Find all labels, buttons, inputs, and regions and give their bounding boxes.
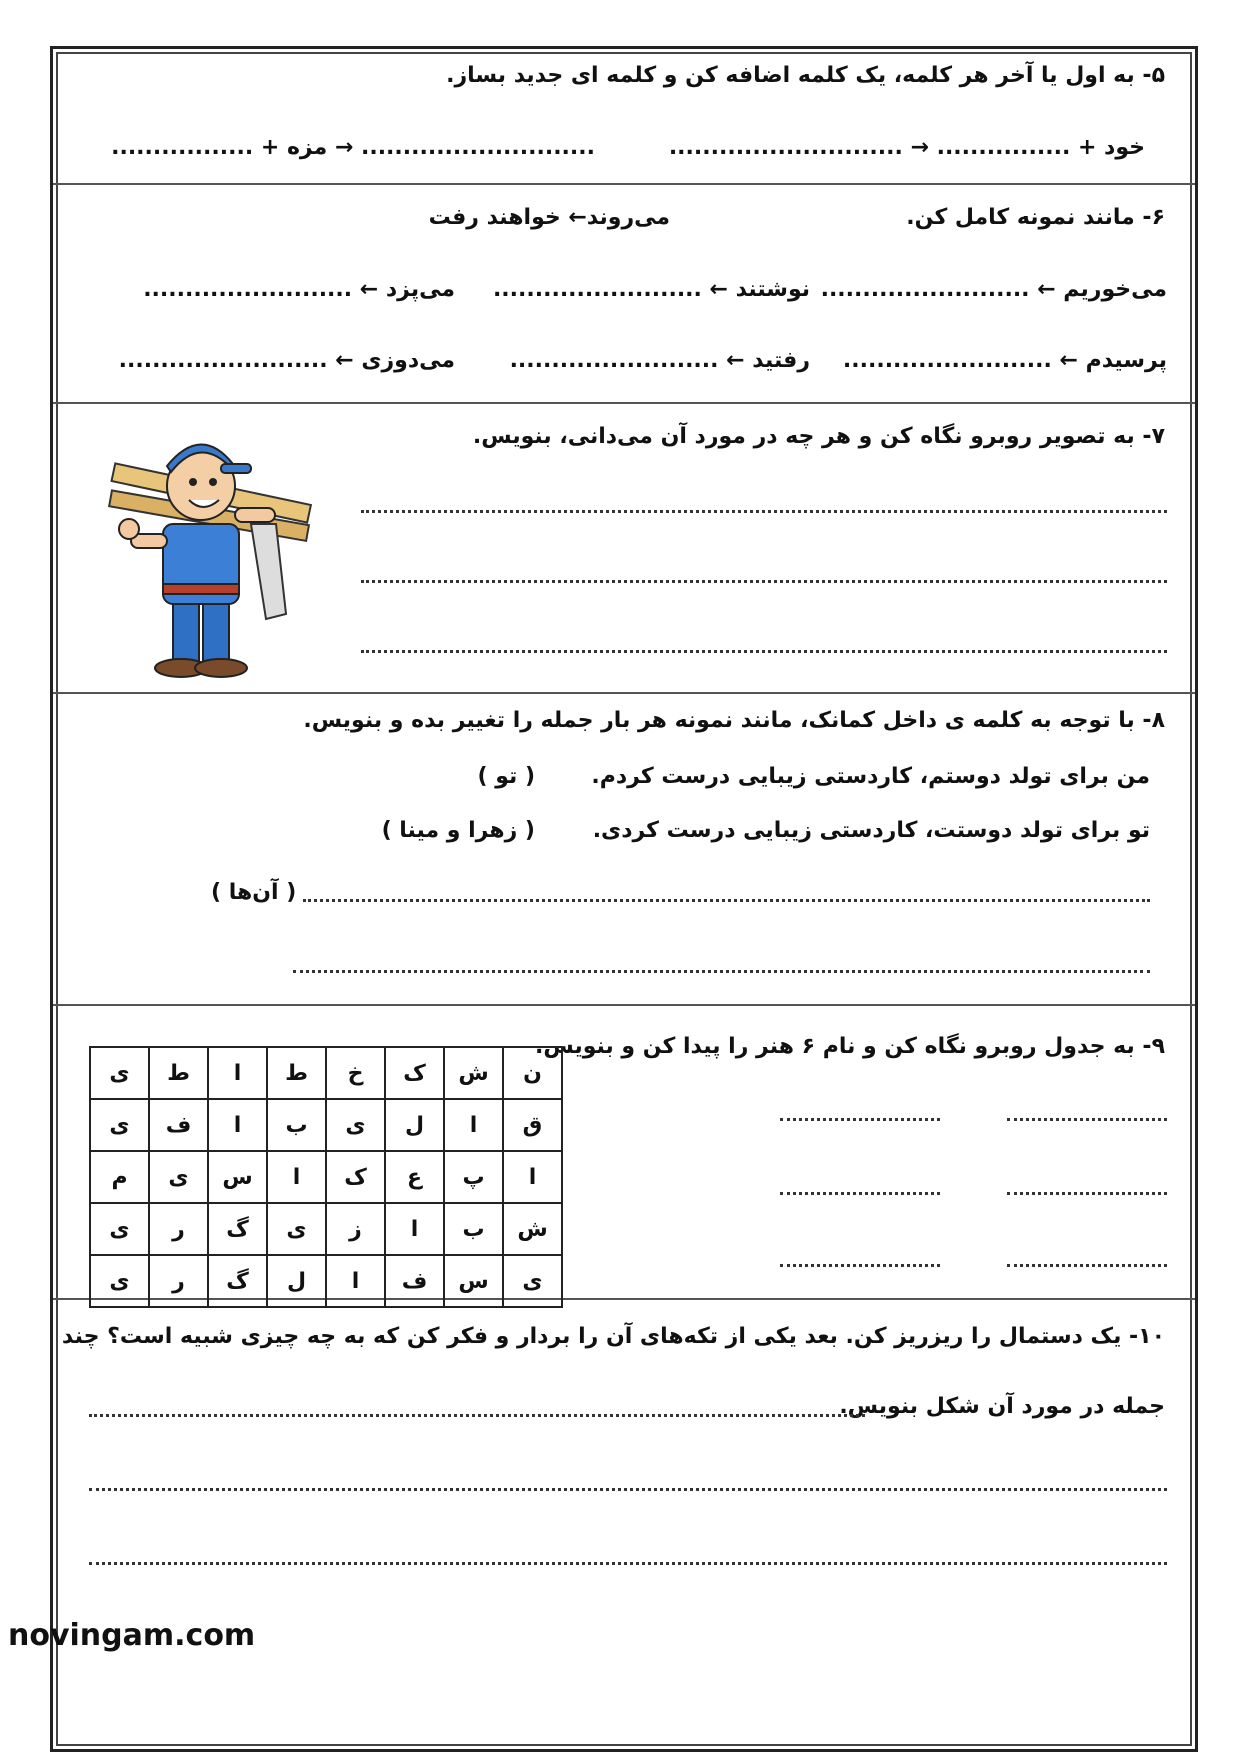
q8-sentence-2: تو برای تولد دوستت، کاردستی زیبایی درست کردی.	[592, 818, 1150, 843]
answer-line	[361, 650, 1167, 653]
grid-cell: ی	[267, 1203, 326, 1255]
letter-grid	[89, 1046, 563, 1308]
grid-cell: پ	[444, 1151, 503, 1203]
q6-title: ۶- مانند نمونه کامل کن.	[906, 205, 1165, 230]
q5-title: ۵- به اول یا آخر هر کلمه، یک کلمه اضافه کن و کلمه ای جدید بساز.	[446, 63, 1165, 88]
grid-cell: ز	[326, 1203, 385, 1255]
q8-hint-1: ( تو )	[477, 764, 535, 789]
grid-cell: ب	[267, 1099, 326, 1151]
grid-cell: ب	[444, 1203, 503, 1255]
grid-cell: گ	[208, 1255, 267, 1307]
grid-cell: ن	[503, 1047, 562, 1099]
grid-cell: س	[208, 1151, 267, 1203]
q8-hint-3: ( آن‌ها )	[211, 880, 297, 905]
grid-cell: ر	[149, 1203, 208, 1255]
answer-line	[361, 580, 1167, 583]
grid-cell: ی	[90, 1099, 149, 1151]
answer-line	[361, 510, 1167, 513]
grid-row	[90, 1151, 562, 1203]
grid-cell: ا	[503, 1151, 562, 1203]
q5-left-item: ............................ → مزه + .................	[111, 135, 595, 160]
grid-cell: ل	[267, 1255, 326, 1307]
q6-example: می‌روند← خواهند رفت	[428, 205, 670, 230]
answer-line	[303, 899, 1150, 902]
grid-cell: ی	[90, 1047, 149, 1099]
grid-cell: ل	[385, 1099, 444, 1151]
q8-title: ۸- با توجه به کلمه ی داخل کمانک، مانند نمونه هر بار جمله را تغییر بده و بنویس.	[303, 708, 1165, 733]
grid-cell: ش	[503, 1203, 562, 1255]
grid-cell: ا	[267, 1151, 326, 1203]
grid-cell: ف	[149, 1099, 208, 1151]
answer-line	[293, 970, 1150, 973]
answer-line	[89, 1414, 865, 1417]
question-6	[53, 185, 1195, 404]
grid-cell: ک	[385, 1047, 444, 1099]
question-9	[53, 1006, 1195, 1300]
grid-cell: ط	[267, 1047, 326, 1099]
grid-cell: ا	[208, 1099, 267, 1151]
question-7	[53, 404, 1195, 694]
carpenter-illustration	[101, 424, 321, 684]
answer-line	[1007, 1264, 1167, 1267]
grid-cell: ی	[149, 1151, 208, 1203]
answer-line	[89, 1488, 1167, 1491]
q8-sentence-1: من برای تولد دوستم، کاردستی زیبایی درست کردم.	[591, 764, 1150, 789]
q6-item: رفتید ← .........................	[509, 348, 810, 373]
question-8	[53, 694, 1195, 1006]
q10-line-2: جمله در مورد آن شکل بنویس.	[839, 1394, 1165, 1419]
grid-row	[90, 1203, 562, 1255]
watermark: novingam.com	[8, 1618, 256, 1653]
answer-line	[780, 1192, 940, 1195]
grid-cell: ا	[208, 1047, 267, 1099]
grid-cell: ق	[503, 1099, 562, 1151]
grid-cell: ط	[149, 1047, 208, 1099]
grid-cell: خ	[326, 1047, 385, 1099]
grid-row	[90, 1047, 562, 1099]
q10-title: ۱۰- یک دستمال را ریزریز کن. بعد یکی از تکه‌های آن را بردار و فکر کن که به چه چیزی شبیه است؟ چند	[61, 1324, 1165, 1349]
grid-cell: ی	[503, 1255, 562, 1307]
q8-hint-2: ( زهرا و مینا )	[381, 818, 535, 843]
q6-item: می‌پزد ← .........................	[143, 277, 455, 302]
q6-item: نوشتند ← .........................	[492, 277, 810, 302]
grid-cell: س	[444, 1255, 503, 1307]
grid-row	[90, 1099, 562, 1151]
grid-cell: گ	[208, 1203, 267, 1255]
grid-cell: ی	[326, 1099, 385, 1151]
grid-cell: ا	[444, 1099, 503, 1151]
grid-cell: ی	[90, 1255, 149, 1307]
answer-line	[1007, 1192, 1167, 1195]
answer-line	[780, 1264, 940, 1267]
grid-cell: ر	[149, 1255, 208, 1307]
q7-title: ۷- به تصویر روبرو نگاه کن و هر چه در مورد آن می‌دانی، بنویس.	[472, 424, 1165, 449]
q9-title: ۹- به جدول روبرو نگاه کن و نام ۶ هنر را پیدا کن و بنویس.	[535, 1034, 1165, 1059]
q5-right-item: خود + ................ → ............................	[668, 135, 1145, 160]
answer-line	[780, 1118, 940, 1121]
grid-cell: ف	[385, 1255, 444, 1307]
grid-cell: ش	[444, 1047, 503, 1099]
q6-item: می‌خوریم ← .........................	[820, 277, 1167, 302]
grid-cell: ا	[326, 1255, 385, 1307]
grid-cell: ا	[385, 1203, 444, 1255]
grid-cell: ی	[90, 1203, 149, 1255]
q6-item: می‌دوزی ← .........................	[118, 348, 455, 373]
q6-item: پرسیدم ← .........................	[842, 348, 1167, 373]
grid-cell: ع	[385, 1151, 444, 1203]
answer-line	[1007, 1118, 1167, 1121]
question-5	[53, 49, 1195, 185]
answer-line	[89, 1562, 1167, 1565]
grid-cell: ک	[326, 1151, 385, 1203]
grid-cell: م	[90, 1151, 149, 1203]
worksheet-frame	[50, 46, 1198, 1752]
